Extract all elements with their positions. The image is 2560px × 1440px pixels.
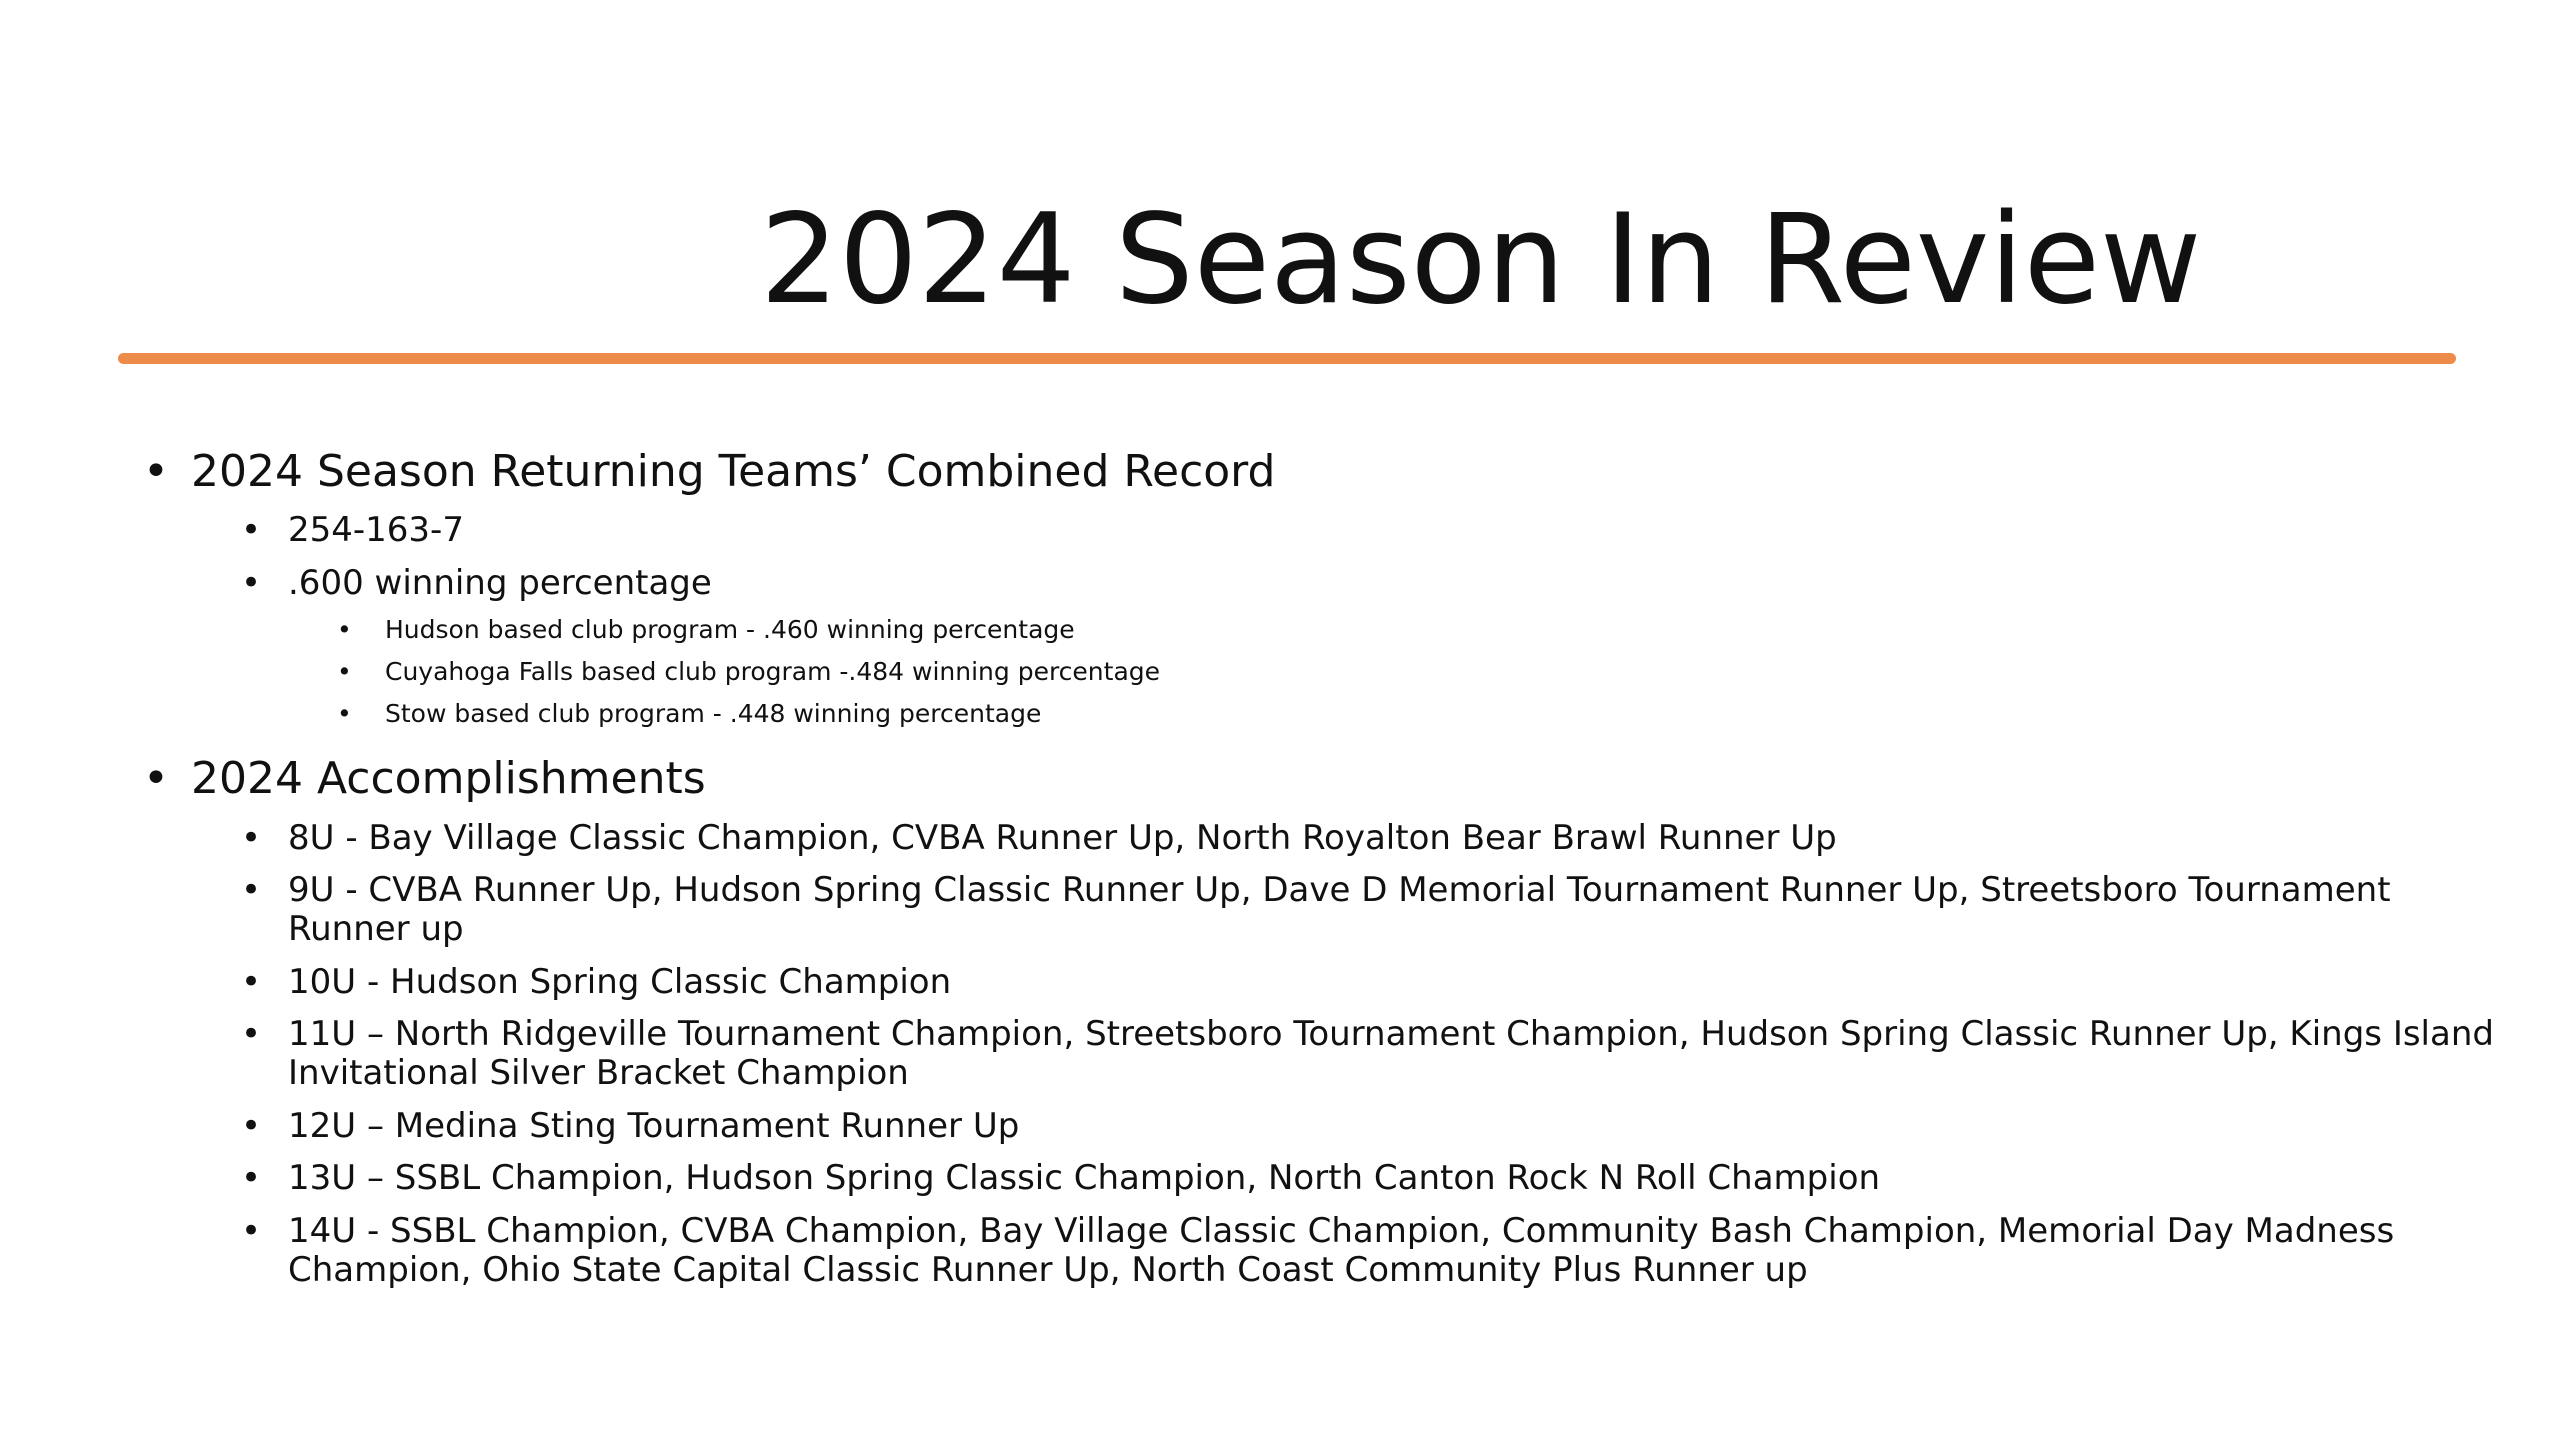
- sub-item-hudson: [337, 615, 1075, 645]
- list-item-text-cont: Champion, Ohio State Capital Classic Runner Up, North Coast Community Plus Runner up: [288, 1250, 1808, 1290]
- bullet-icon: •: [241, 962, 262, 1002]
- bullet-icon: •: [143, 753, 169, 804]
- list-item-text: .600 winning percentage: [288, 563, 712, 603]
- slide-title: 2024 Season In Review: [760, 188, 2202, 332]
- bullet-icon: •: [337, 657, 352, 686]
- list-item-text: 11U – North Ridgeville Tournament Champion, Streetsboro Tournament Champion, Hudson Spring Classic Runner Up, Kings Island: [288, 1014, 2494, 1054]
- list-item-9u: [241, 870, 2391, 910]
- list-item-11u: [241, 1014, 2494, 1054]
- bullet-icon: •: [337, 615, 352, 644]
- bullet-icon: •: [241, 1106, 262, 1146]
- list-item-10u: [241, 962, 952, 1002]
- list-item-9u-cont: [288, 909, 464, 949]
- bullet-icon: •: [241, 1014, 262, 1054]
- sub-item-text: Hudson based club program - .460 winning percentage: [385, 615, 1075, 644]
- list-item-text: 10U - Hudson Spring Classic Champion: [288, 962, 952, 1002]
- section-heading-text: 2024 Season Returning Teams’ Combined Record: [191, 446, 1276, 497]
- list-item-text: 14U - SSBL Champion, CVBA Champion, Bay Village Classic Champion, Community Bash Champion, Memorial Day Madness: [288, 1211, 2395, 1251]
- title-divider: [118, 353, 2456, 364]
- list-item-14u: [241, 1211, 2395, 1251]
- sub-item-text: Stow based club program - .448 winning percentage: [385, 699, 1042, 728]
- sub-item-stow: [337, 699, 1042, 729]
- sub-item-text: Cuyahoga Falls based club program -.484 winning percentage: [385, 657, 1161, 686]
- bullet-icon: •: [143, 446, 169, 497]
- list-item-8u: [241, 818, 1837, 858]
- section-heading-text: 2024 Accomplishments: [191, 753, 706, 804]
- list-item-text: 12U – Medina Sting Tournament Runner Up: [288, 1106, 1020, 1146]
- list-item-12u: [241, 1106, 1020, 1146]
- section-heading-accomplishments: [143, 753, 706, 805]
- bullet-icon: •: [241, 870, 262, 910]
- list-item-text: 13U – SSBL Champion, Hudson Spring Classic Champion, North Canton Rock N Roll Champion: [288, 1158, 1881, 1198]
- sub-item-cuyahoga: [337, 657, 1161, 687]
- list-item-win-pct: [241, 563, 712, 603]
- bullet-icon: •: [241, 510, 262, 550]
- list-item-text: 8U - Bay Village Classic Champion, CVBA Runner Up, North Royalton Bear Brawl Runner Up: [288, 818, 1837, 858]
- list-item-13u: [241, 1158, 1881, 1198]
- list-item-record: [241, 510, 464, 550]
- list-item-text-cont: Invitational Silver Bracket Champion: [288, 1053, 909, 1093]
- list-item-text: 254-163-7: [288, 510, 464, 550]
- list-item-text-cont: Runner up: [288, 909, 464, 949]
- list-item-11u-cont: [288, 1053, 909, 1093]
- bullet-icon: •: [337, 699, 352, 728]
- section-heading-record: [143, 446, 1276, 498]
- bullet-icon: •: [241, 818, 262, 858]
- bullet-icon: •: [241, 1158, 262, 1198]
- bullet-icon: •: [241, 1211, 262, 1251]
- list-item-text: 9U - CVBA Runner Up, Hudson Spring Classic Runner Up, Dave D Memorial Tournament Runner Up, Streetsboro Tournament: [288, 870, 2391, 910]
- bullet-icon: •: [241, 563, 262, 603]
- list-item-14u-cont: [288, 1250, 1808, 1290]
